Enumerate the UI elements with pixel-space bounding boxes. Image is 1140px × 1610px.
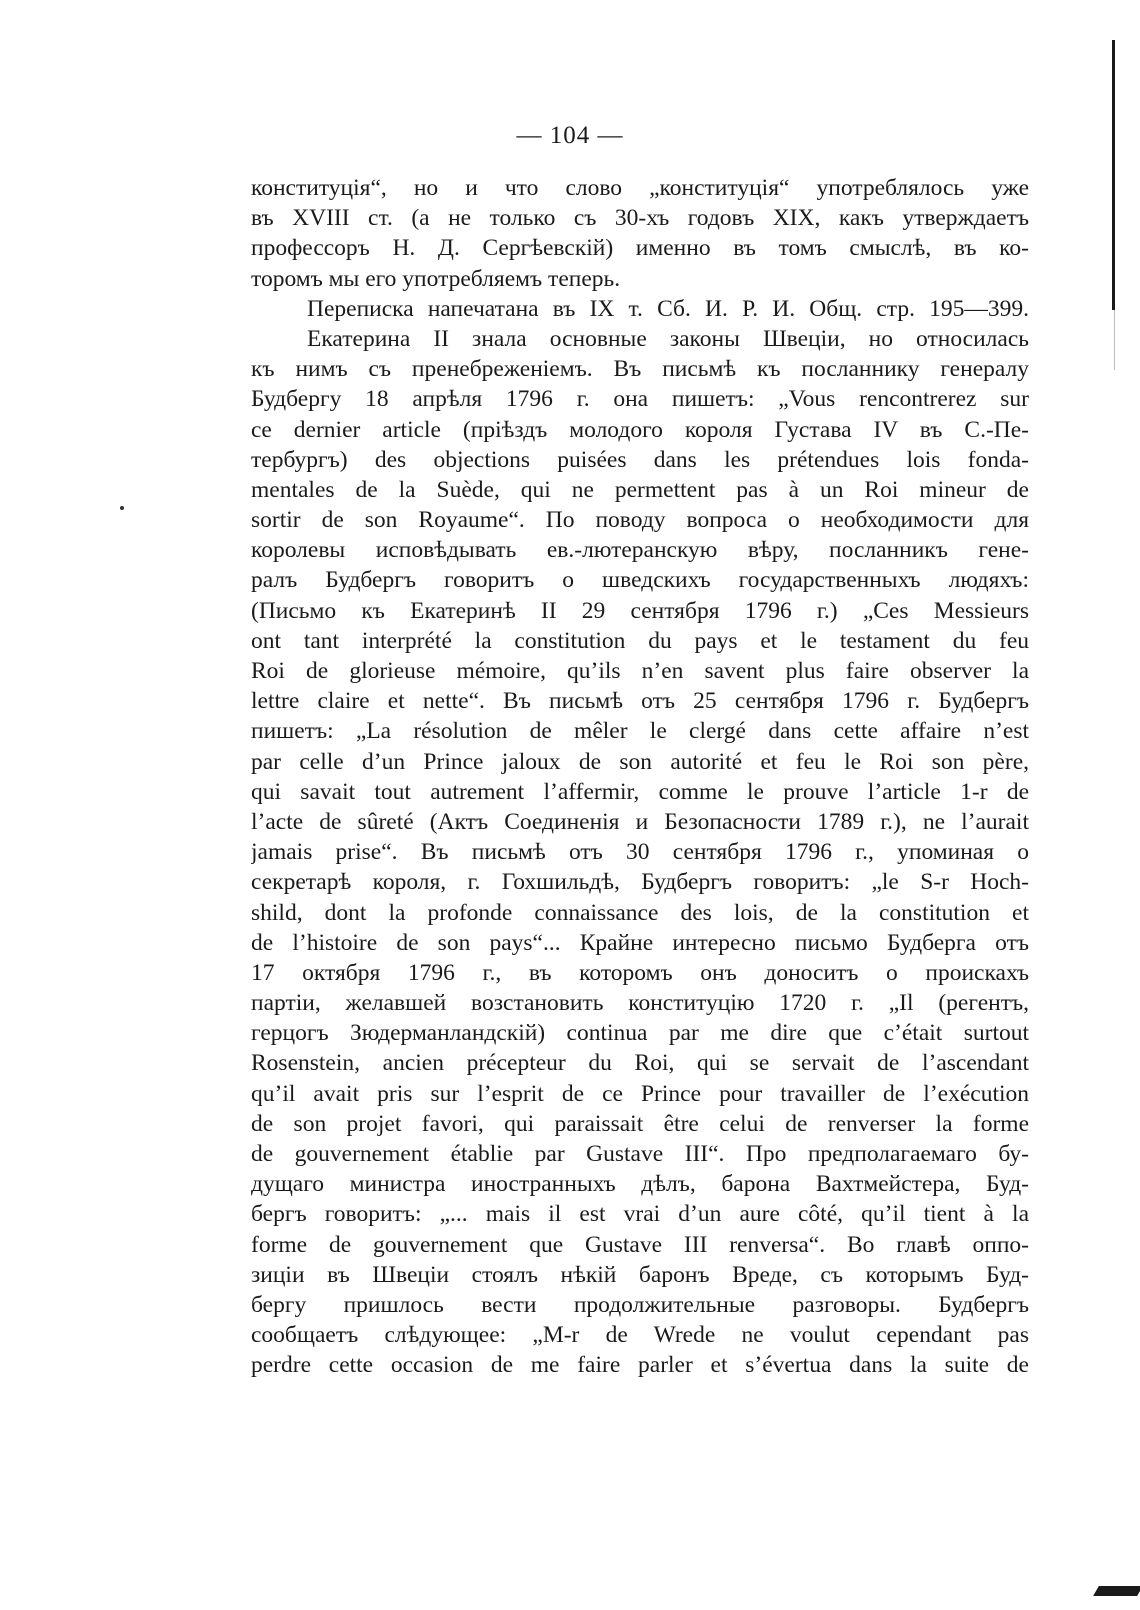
text-line: lettre claire et nette“. Въ письмѣ отъ 25 сентября 1796 г. Будбергъ [251, 688, 1029, 715]
body-text [251, 173, 1029, 1381]
text-line: ont tant interprété la constitution du pays et le testament du feu [251, 627, 1029, 654]
text-line: профессоръ Н. Д. Сергѣевскій) именно въ томъ смыслѣ, въ ко- [251, 235, 1029, 262]
text-line: perdre cette occasion de me faire parler et s’évertua dans la suite de [251, 1352, 1029, 1379]
text-line: тербургъ) des objections puisées dans les prétendues lois fonda- [251, 446, 1029, 473]
text-line: jamais prise“. Въ письмѣ отъ 30 сентября 1796 г., упоминая о [251, 839, 1029, 866]
text-line: forme de gouvernement que Gustave III renversa“. Во главѣ оппо- [251, 1231, 1029, 1258]
text-line: qui savait tout autrement l’affermir, comme le prouve l’article 1-r de [251, 778, 1029, 805]
text-line: de gouvernement établie par Gustave III“. Про предполагаемаго бу- [251, 1141, 1029, 1167]
scan-margin-line [1112, 40, 1115, 310]
scan-speck [120, 506, 124, 510]
text-line: Roi de glorieuse mémoire, qu’ils n’en savent plus faire observer la [251, 658, 1029, 684]
scan-margin-line-faint [1114, 310, 1115, 370]
text-line: бергу пришлось вести продолжительные разговоры. Будбергъ [251, 1291, 1029, 1318]
text-line: Екатерина II знала основные законы Швеціи, но относилась [307, 325, 1029, 352]
text-line: торомъ мы его употребляемъ теперь. [251, 265, 621, 292]
text-line: mentales de la Suède, qui ne permettent pas à un Roi mineur de [251, 476, 1029, 503]
text-line: 17 октября 1796 г., въ которомъ онъ доноситъ о проискахъ [251, 959, 1029, 986]
text-line: de son projet favori, qui paraissait être celui de renverser la forme [251, 1110, 1029, 1137]
text-line: sortir de son Royaume“. По поводу вопроса о необходимости для [251, 507, 1029, 534]
text-line: shild, dont la profonde connaissance des lois, de la constitution et [251, 899, 1029, 926]
text-line: дущаго министра иностранныхъ дѣлъ, барона Вахтмейстера, Буд- [251, 1171, 1029, 1198]
text-line: секретарѣ короля, г. Гохшильдѣ, Будбергъ говоритъ: „le S-r Hoch- [251, 869, 1029, 896]
text-line: партіи, желавшей возстановить конституцію 1720 г. „Il (регентъ, [251, 990, 1029, 1017]
text-line: конституція“, но и что слово „конституція“ употреблялось уже [251, 175, 1029, 201]
text-line: сообщаетъ слѣдующее: „M-r de Wrede ne voulut cependant pas [251, 1322, 1029, 1349]
text-line: бергъ говоритъ: „... mais il est vrai d’un aure côté, qu’il tient à la [251, 1201, 1029, 1228]
text-line: ралъ Будбергъ говоритъ о шведскихъ государственныхъ людяхъ: [251, 567, 1029, 594]
text-line: Rosenstein, ancien précepteur du Roi, qui se servait de l’ascendant [251, 1050, 1029, 1077]
page-number: — 104 — [516, 122, 624, 149]
text-line: въ XVIII ст. (а не только съ 30-хъ годовъ XIX, какъ утверждаетъ [251, 205, 1029, 232]
text-line: de l’histoire de son pays“... Крайне интересно письмо Будберга отъ [251, 929, 1029, 956]
text-line: Переписка напечатана въ IX т. Сб. И. Р. И. Общ. стр. 195—399. [307, 295, 1029, 322]
text-line: par celle d’un Prince jaloux de son autorité et feu le Roi son père, [251, 748, 1029, 775]
text-line: къ нимъ съ пренебреженіемъ. Въ письмѣ къ посланнику генералу [251, 356, 1029, 383]
text-line: королевы исповѣдывать ев.-лютеранскую вѣру, посланникъ гене- [251, 537, 1029, 564]
text-line: l’acte de sûreté (Актъ Соединенія и Безопасности 1789 г.), ne l’aurait [251, 808, 1029, 835]
text-line: герцогъ Зюдерманландскій) continua par me dire que c’était surtout [251, 1020, 1029, 1047]
text-line: ce dernier article (пріѣздъ молодого короля Густава IV въ С.-Пе- [251, 416, 1029, 443]
text-line: пишетъ: „La résolution de mêler le clergé dans cette affaire n’est [251, 718, 1029, 745]
text-line: зиціи въ Швеціи стоялъ нѣкій баронъ Вреде, съ которымъ Буд- [251, 1261, 1029, 1288]
scan-corner-mark [1093, 1586, 1140, 1596]
text-line: (Письмо къ Екатеринѣ II 29 сентября 1796 г.) „Ces Messieurs [251, 597, 1029, 624]
text-line: qu’il avait pris sur l’esprit de ce Prince pour travailler de l’exécution [251, 1080, 1029, 1107]
text-line: Будбергу 18 апрѣля 1796 г. она пишетъ: „Vous rencontrerez sur [251, 386, 1029, 413]
